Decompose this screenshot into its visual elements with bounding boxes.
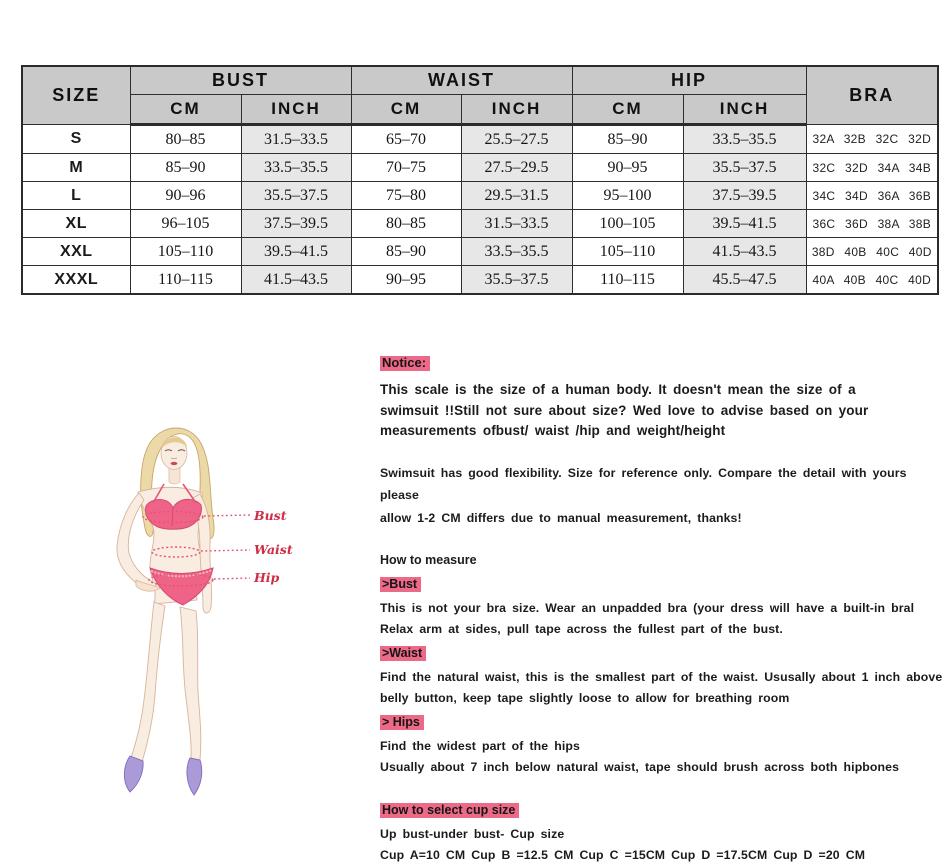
waist-cm-cell: 75–80	[351, 182, 461, 210]
table-row-s	[22, 125, 938, 154]
left-shoe	[124, 756, 143, 792]
size-cell: L	[22, 182, 130, 210]
flexibility-paragraph	[380, 462, 945, 530]
notice-line: swimsuit !!Still not sure about size? Wed love to advise based on your	[380, 402, 869, 418]
flexibility-line: allow 1-2 CM differs due to manual measurement, thanks!	[380, 510, 742, 525]
waist-section-heading: >Waist	[380, 646, 426, 661]
bra-column-header: BRA	[806, 66, 938, 125]
bust-inch-header: INCH	[241, 95, 351, 125]
bust-instruction-line: Relax arm at sides, pull tape across the fullest part of the bust.	[380, 622, 783, 636]
waist-inch-cell: 31.5–33.5	[461, 210, 572, 238]
table-row-xxxl	[22, 266, 938, 295]
measurement-notes	[380, 354, 945, 866]
size-cell: XXXL	[22, 266, 130, 295]
waist-inch-cell: 27.5–29.5	[461, 154, 572, 182]
bust-cm-cell: 90–96	[130, 182, 241, 210]
hip-cm-cell: 110–115	[572, 266, 683, 295]
cup-size-instructions	[380, 824, 945, 866]
notice-line: This scale is the size of a human body. It doesn't mean the size of a	[380, 382, 856, 397]
waist-inch-cell: 33.5–35.5	[461, 238, 572, 266]
waist-instruction-line: belly button, keep tape slightly loose to allow for breathing room	[380, 691, 790, 705]
bust-group-header: BUST	[130, 66, 351, 95]
waist-instructions	[380, 667, 945, 709]
bust-inch-cell: 31.5–33.5	[241, 125, 351, 154]
cup-size-line: Up bust-under bust- Cup size	[380, 827, 565, 841]
size-column-header: SIZE	[22, 66, 130, 125]
bra-cell: 32A 32B 32C 32D	[806, 125, 938, 154]
table-row-m	[22, 154, 938, 182]
size-cell: XL	[22, 210, 130, 238]
table-row-xxl	[22, 238, 938, 266]
size-cell: S	[22, 125, 130, 154]
bust-label: Bust	[254, 508, 287, 523]
lips	[171, 462, 178, 465]
bra-cell: 32C 32D 34A 34B	[806, 154, 938, 182]
bust-instructions	[380, 598, 945, 640]
bust-cm-cell: 80–85	[130, 125, 241, 154]
hip-cm-header: CM	[572, 95, 683, 125]
hip-cm-cell: 95–100	[572, 182, 683, 210]
cup-size-heading: How to select cup size	[380, 803, 519, 818]
notice-heading: Notice:	[380, 356, 430, 371]
hip-inch-header: INCH	[683, 95, 806, 125]
waist-group-header: WAIST	[351, 66, 572, 95]
waist-inch-header: INCH	[461, 95, 572, 125]
body-measurement-figure	[100, 420, 360, 820]
bust-inch-cell: 39.5–41.5	[241, 238, 351, 266]
hip-inch-cell: 45.5–47.5	[683, 266, 806, 295]
hip-group-header: HIP	[572, 66, 806, 95]
hips-instruction-line: Usually about 7 inch below natural waist, tape should brush across both hipbones	[380, 760, 900, 774]
hip-inch-cell: 37.5–39.5	[683, 182, 806, 210]
size-chart-table	[21, 65, 939, 295]
waist-cm-header: CM	[351, 95, 461, 125]
bust-inch-cell: 35.5–37.5	[241, 182, 351, 210]
hip-inch-cell: 39.5–41.5	[683, 210, 806, 238]
hip-cm-cell: 105–110	[572, 238, 683, 266]
hip-label: Hip	[254, 570, 280, 585]
right-leg	[180, 607, 201, 760]
waist-cm-cell: 90–95	[351, 266, 461, 295]
table-row-l	[22, 182, 938, 210]
waist-cm-cell: 80–85	[351, 210, 461, 238]
how-to-measure-heading: How to measure	[380, 553, 477, 567]
waist-cm-cell: 65–70	[351, 125, 461, 154]
measurement-figure-illustration	[100, 420, 360, 820]
waist-inch-cell: 35.5–37.5	[461, 266, 572, 295]
bust-cm-cell: 105–110	[130, 238, 241, 266]
table-row-xl	[22, 210, 938, 238]
bra-cell: 38D 40B 40C 40D	[806, 238, 938, 266]
cup-size-line: Cup A=10 CM Cup B =12.5 CM Cup C =15CM Cup D =17.5CM Cup D =20 CM	[380, 848, 866, 862]
notice-paragraph	[380, 380, 945, 442]
waist-cm-cell: 85–90	[351, 238, 461, 266]
bra-cell: 40A 40B 40C 40D	[806, 266, 938, 295]
bust-inch-cell: 37.5–39.5	[241, 210, 351, 238]
size-cell: M	[22, 154, 130, 182]
hips-instruction-line: Find the widest part of the hips	[380, 739, 580, 753]
size-cell: XXL	[22, 238, 130, 266]
bust-cm-cell: 110–115	[130, 266, 241, 295]
bust-instruction-line: This is not your bra size. Wear an unpadded bra (your dress will have a built-in bral	[380, 601, 915, 615]
hips-section-heading: > Hips	[380, 715, 424, 730]
bust-inch-cell: 41.5–43.5	[241, 266, 351, 295]
hip-callout-line	[214, 578, 250, 579]
waist-inch-cell: 25.5–27.5	[461, 125, 572, 154]
hip-cm-cell: 90–95	[572, 154, 683, 182]
bra-cell: 34C 34D 36A 36B	[806, 182, 938, 210]
hip-cm-cell: 85–90	[572, 125, 683, 154]
left-leg	[131, 602, 165, 762]
hips-instructions	[380, 736, 945, 778]
flexibility-line: Swimsuit has good flexibility. Size for reference only. Compare the detail with yours please	[380, 465, 907, 502]
size-chart	[21, 65, 939, 295]
bust-cm-cell: 96–105	[130, 210, 241, 238]
hip-inch-cell: 35.5–37.5	[683, 154, 806, 182]
bust-section-heading: >Bust	[380, 577, 421, 592]
waist-label: Waist	[254, 542, 293, 557]
bust-cm-header: CM	[130, 95, 241, 125]
waist-cm-cell: 70–75	[351, 154, 461, 182]
right-shoe	[187, 758, 202, 795]
hip-cm-cell: 100–105	[572, 210, 683, 238]
bra-cell: 36C 36D 38A 38B	[806, 210, 938, 238]
waist-instruction-line: Find the natural waist, this is the smallest part of the waist. Ususally about 1 inch above	[380, 670, 943, 684]
hip-inch-cell: 33.5–35.5	[683, 125, 806, 154]
waist-inch-cell: 29.5–31.5	[461, 182, 572, 210]
notice-line: measurements ofbust/ waist /hip and weight/height	[380, 423, 726, 438]
hip-inch-cell: 41.5–43.5	[683, 238, 806, 266]
bust-cm-cell: 85–90	[130, 154, 241, 182]
bust-inch-cell: 33.5–35.5	[241, 154, 351, 182]
